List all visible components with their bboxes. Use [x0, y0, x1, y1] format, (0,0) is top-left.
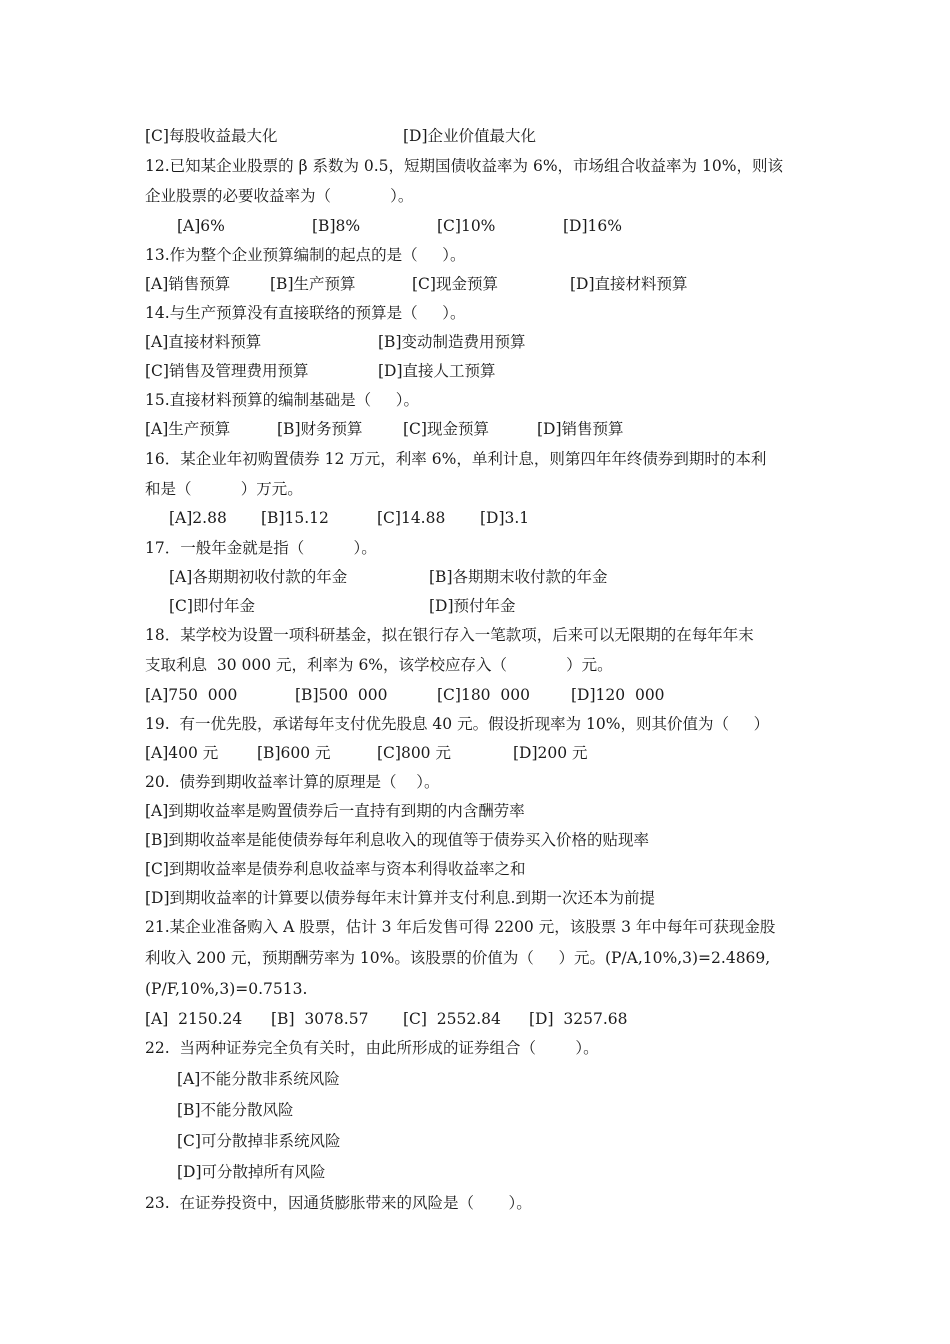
text-line	[145, 274, 840, 296]
text-segment: [A] 2150.24	[145, 1010, 243, 1028]
text-segment: 16．某企业年初购置债券 12 万元，利率 6%，单利计息，则第四年年终债券到期时的本利	[145, 450, 767, 468]
text-segment: 20. 债券到期收益率计算的原理是（ ）。	[145, 773, 440, 791]
text-segment: [D]120 000	[571, 686, 665, 704]
text-line	[145, 685, 840, 707]
text-segment: [C]180 000	[437, 686, 530, 704]
text-segment: 13.作为整个企业预算编制的起点的是（ ）。	[145, 246, 466, 264]
text-line	[169, 508, 840, 530]
text-line	[169, 596, 840, 618]
text-line	[145, 538, 840, 560]
text-segment: [C]800 元	[377, 744, 451, 762]
text-line	[145, 449, 840, 471]
text-segment: [C]可分散掉非系统风险	[177, 1132, 341, 1150]
text-segment: [D]预付年金	[429, 597, 516, 615]
text-segment: [A]400 元	[145, 744, 219, 762]
text-segment: 支取利息 30 000 元，利率为 6%，该学校应存入（ ）元。	[145, 656, 613, 674]
text-segment: 17．一般年金就是指（ ）。	[145, 539, 377, 557]
text-line	[145, 479, 840, 501]
text-line	[145, 126, 840, 148]
text-segment: [C]14.88	[377, 509, 446, 527]
text-segment: [C]每股收益最大化	[145, 127, 278, 145]
text-line	[145, 332, 840, 354]
text-line	[169, 567, 840, 589]
text-line	[145, 714, 840, 736]
text-line	[145, 390, 840, 412]
text-segment: [D] 3257.68	[529, 1010, 628, 1028]
text-segment: 和是（ ）万元。	[145, 480, 303, 498]
text-segment: [B]500 000	[295, 686, 388, 704]
text-segment: [B]财务预算	[277, 420, 363, 438]
text-segment: [D]可分散掉所有风险	[177, 1163, 326, 1181]
text-line	[145, 830, 840, 852]
text-segment: [A]直接材料预算	[145, 333, 262, 351]
text-segment: 19. 有一优先股，承诺每年支付优先股息 40 元。假设折现率为 10%，则其价值为（ ）	[145, 715, 770, 733]
text-line	[145, 917, 840, 939]
text-segment: [B]600 元	[257, 744, 331, 762]
text-line	[177, 1131, 840, 1153]
text-segment: [D]16%	[563, 217, 622, 235]
text-segment: [A]到期收益率是购置债券后一直持有到期的内含酬劳率	[145, 802, 525, 820]
text-line	[145, 948, 840, 970]
text-line	[145, 361, 840, 383]
text-line	[145, 655, 840, 677]
text-line	[145, 1038, 840, 1060]
text-line	[145, 303, 840, 325]
text-segment: 18．某学校为设置一项科研基金，拟在银行存入一笔款项，后来可以无限期的在每年年末	[145, 626, 754, 644]
text-segment: [A]各期期初收付款的年金	[169, 568, 348, 586]
text-segment: [A]不能分散非系统风险	[177, 1070, 340, 1088]
text-line	[145, 859, 840, 881]
text-segment: [D]200 元	[513, 744, 588, 762]
text-line	[177, 216, 840, 238]
text-line	[145, 979, 840, 1001]
text-line	[145, 1193, 840, 1215]
text-segment: [B]到期收益率是能使债券每年利息收入的现值等于债券买入价格的贴现率	[145, 831, 649, 849]
text-segment: [B]生产预算	[270, 275, 356, 293]
text-segment: [B] 3078.57	[271, 1010, 369, 1028]
text-segment: [D]到期收益率的计算要以债券每年末计算并支付利息.到期一次还本为前提	[145, 889, 655, 907]
text-segment: 23. 在证券投资中，因通货膨胀带来的风险是（ ）。	[145, 1194, 532, 1212]
text-segment: [D]3.1	[480, 509, 530, 527]
text-segment: [C]销售及管理费用预算	[145, 362, 309, 380]
text-line	[145, 801, 840, 823]
text-segment: [B]15.12	[261, 509, 329, 527]
text-segment: [A]750 000	[145, 686, 238, 704]
text-line	[145, 419, 840, 441]
text-segment: (P/F,10%,3)=0.7513.	[145, 980, 308, 998]
text-segment: [B]8%	[312, 217, 361, 235]
text-line	[145, 888, 840, 910]
text-segment: [A]6%	[177, 217, 225, 235]
text-segment: [B]各期期末收付款的年金	[429, 568, 608, 586]
text-segment: [C]10%	[437, 217, 496, 235]
text-segment: [B]不能分散风险	[177, 1101, 294, 1119]
text-segment: [B]变动制造费用预算	[378, 333, 526, 351]
text-line	[177, 1100, 840, 1122]
text-segment: [D]销售预算	[537, 420, 624, 438]
text-segment: 22. 当两种证券完全负有关时，由此所形成的证券组合（ ）。	[145, 1039, 599, 1057]
text-segment: [C]到期收益率是债券利息收益率与资本利得收益率之和	[145, 860, 526, 878]
text-segment: 企业股票的必要收益率为（ ）。	[145, 187, 414, 205]
text-segment: [A]2.88	[169, 509, 227, 527]
text-segment: [C]现金预算	[403, 420, 489, 438]
text-segment: 14.与生产预算没有直接联络的预算是（ ）。	[145, 304, 466, 322]
text-segment: 利收入 200 元，预期酬劳率为 10%。该股票的价值为（ ）元。(P/A,10%,3)=2.4869,	[145, 949, 771, 967]
text-segment: [A]生产预算	[145, 420, 231, 438]
text-segment: [C]现金预算	[412, 275, 498, 293]
text-line	[145, 186, 840, 208]
text-line	[145, 772, 840, 794]
text-line	[145, 743, 840, 765]
text-segment: [D]直接人工预算	[378, 362, 496, 380]
text-line	[145, 245, 840, 267]
text-segment: 21.某企业准备购入 A 股票，估计 3 年后发售可得 2200 元，该股票 3 年中每年可获现金股	[145, 918, 776, 936]
text-line	[145, 1009, 840, 1031]
text-line	[145, 625, 840, 647]
text-segment: 15.直接材料预算的编制基础是（ ）。	[145, 391, 420, 409]
text-segment: [C] 2552.84	[403, 1010, 501, 1028]
text-segment: 12.已知某企业股票的 β 系数为 0.5，短期国债收益率为 6%，市场组合收益率为 10%，则该	[145, 157, 783, 175]
text-line	[145, 156, 840, 178]
text-segment: [D]直接材料预算	[570, 275, 688, 293]
text-line	[177, 1069, 840, 1091]
text-segment: [A]销售预算	[145, 275, 231, 293]
text-line	[177, 1162, 840, 1184]
text-segment: [C]即付年金	[169, 597, 255, 615]
text-segment: [D]企业价值最大化	[403, 127, 537, 145]
